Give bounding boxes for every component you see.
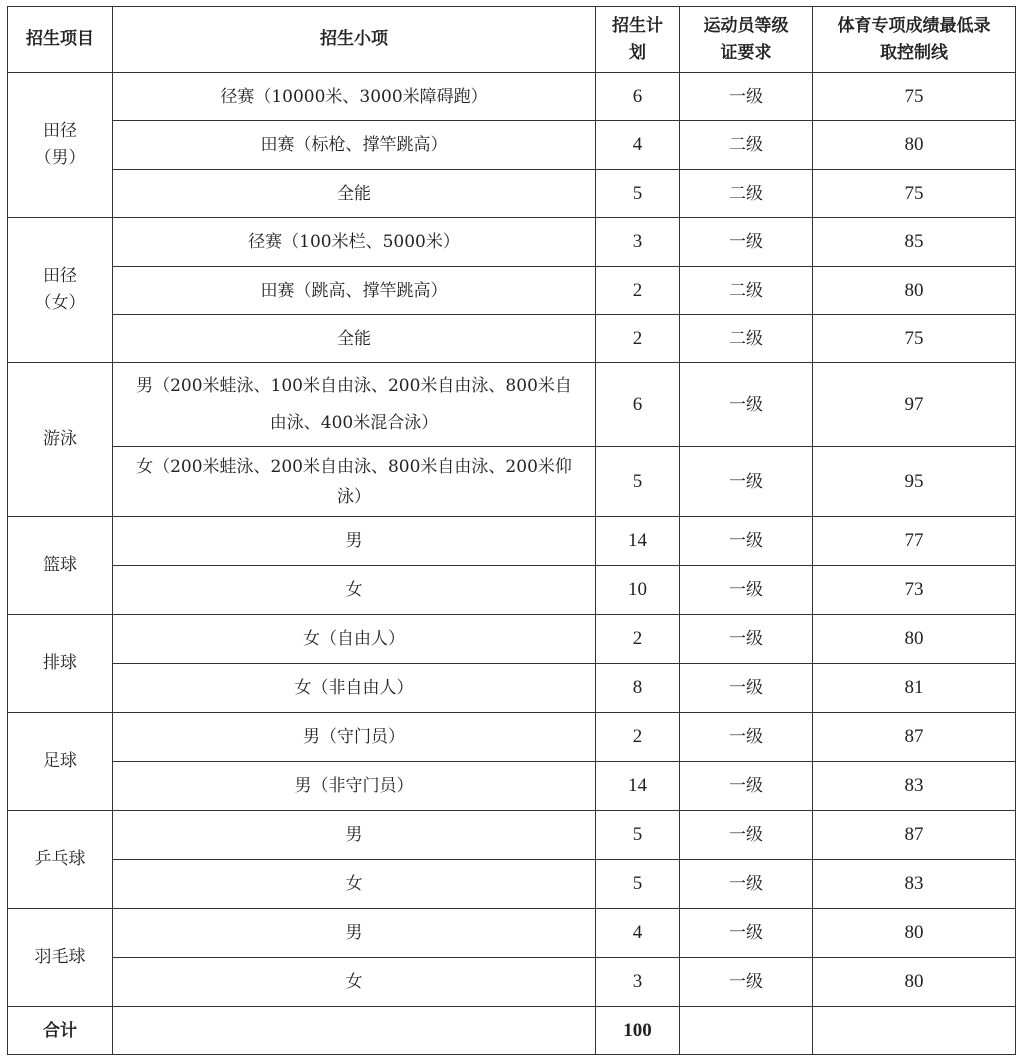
total-plan: 100 xyxy=(596,1007,680,1055)
plan-cell: 5 xyxy=(596,170,680,218)
score-cell: 85 xyxy=(813,218,1016,267)
level-cell: 二级 xyxy=(680,315,813,363)
total-row xyxy=(8,1007,1016,1055)
level-cell: 一级 xyxy=(680,811,813,860)
level-cell: 一级 xyxy=(680,762,813,811)
subitem-line2: 泳） xyxy=(337,486,371,507)
project-cell: 羽毛球 xyxy=(8,909,113,1007)
plan-cell: 14 xyxy=(596,517,680,566)
total-label: 合计 xyxy=(8,1007,113,1055)
level-cell: 二级 xyxy=(680,267,813,315)
project-cell: 篮球 xyxy=(8,517,113,615)
table-row xyxy=(8,713,1016,762)
header-plan-line2: 划 xyxy=(629,42,646,63)
subitem-cell: 径赛（10000米、3000米障碍跑） xyxy=(113,73,596,121)
table-row xyxy=(8,811,1016,860)
header-score-line1: 体育专项成绩最低录 xyxy=(837,15,991,36)
level-cell: 一级 xyxy=(680,713,813,762)
level-cell: 一级 xyxy=(680,566,813,615)
project-qualifier: （男） xyxy=(34,148,86,168)
plan-cell: 10 xyxy=(596,566,680,615)
plan-cell: 3 xyxy=(596,958,680,1007)
plan-cell: 14 xyxy=(596,762,680,811)
subitem-cell: 田赛（跳高、撑竿跳高） xyxy=(113,267,596,315)
project-cell xyxy=(8,218,113,363)
score-cell: 95 xyxy=(813,447,1016,517)
table-row xyxy=(8,170,1016,218)
table-row xyxy=(8,517,1016,566)
header-level xyxy=(680,7,813,73)
score-cell: 80 xyxy=(813,121,1016,170)
header-level-line2: 证要求 xyxy=(720,42,772,63)
score-cell: 81 xyxy=(813,664,1016,713)
table-row xyxy=(8,958,1016,1007)
subitem-cell xyxy=(113,363,596,447)
level-cell: 一级 xyxy=(680,73,813,121)
level-cell: 一级 xyxy=(680,447,813,517)
subitem-cell: 径赛（100米栏、5000米） xyxy=(113,218,596,267)
score-cell: 87 xyxy=(813,713,1016,762)
subitem-cell: 男 xyxy=(113,517,596,566)
total-subitem-empty xyxy=(113,1007,596,1055)
admissions-table xyxy=(7,6,1016,1055)
header-row xyxy=(8,7,1016,73)
plan-cell: 2 xyxy=(596,315,680,363)
project-name: 田径 xyxy=(43,266,77,286)
plan-cell: 5 xyxy=(596,860,680,909)
subitem-cell: 女（非自由人） xyxy=(113,664,596,713)
level-cell: 一级 xyxy=(680,860,813,909)
plan-cell: 5 xyxy=(596,447,680,517)
total-score-empty xyxy=(813,1007,1016,1055)
header-plan-line1: 招生计 xyxy=(612,15,663,36)
level-cell: 一级 xyxy=(680,664,813,713)
plan-cell: 2 xyxy=(596,713,680,762)
level-cell: 一级 xyxy=(680,363,813,447)
score-cell: 77 xyxy=(813,517,1016,566)
score-cell: 87 xyxy=(813,811,1016,860)
level-cell: 一级 xyxy=(680,218,813,267)
score-cell: 75 xyxy=(813,170,1016,218)
table-row xyxy=(8,762,1016,811)
plan-cell: 2 xyxy=(596,267,680,315)
level-cell: 一级 xyxy=(680,517,813,566)
score-cell: 80 xyxy=(813,267,1016,315)
plan-cell: 5 xyxy=(596,811,680,860)
header-project: 招生项目 xyxy=(8,7,113,73)
subitem-cell: 男（守门员） xyxy=(113,713,596,762)
header-plan xyxy=(596,7,680,73)
subitem-cell: 田赛（标枪、撑竿跳高） xyxy=(113,121,596,170)
header-score xyxy=(813,7,1016,73)
subitem-cell: 女 xyxy=(113,958,596,1007)
total-level-empty xyxy=(680,1007,813,1055)
table-row xyxy=(8,218,1016,267)
subitem-line2: 由泳、400米混合泳） xyxy=(269,412,439,433)
level-cell: 一级 xyxy=(680,958,813,1007)
subitem-cell: 女 xyxy=(113,566,596,615)
subitem-line1: 女（200米蛙泳、200米自由泳、800米自由泳、200米仰 xyxy=(136,456,572,477)
subitem-cell xyxy=(113,447,596,517)
project-cell: 游泳 xyxy=(8,363,113,517)
project-cell: 足球 xyxy=(8,713,113,811)
table-row xyxy=(8,73,1016,121)
subitem-cell: 男（非守门员） xyxy=(113,762,596,811)
plan-cell: 4 xyxy=(596,909,680,958)
plan-cell: 6 xyxy=(596,363,680,447)
subitem-line1: 男（200米蛙泳、100米自由泳、200米自由泳、800米自 xyxy=(136,375,572,396)
score-cell: 75 xyxy=(813,73,1016,121)
score-cell: 97 xyxy=(813,363,1016,447)
level-cell: 一级 xyxy=(680,615,813,664)
plan-cell: 2 xyxy=(596,615,680,664)
subitem-cell: 男 xyxy=(113,909,596,958)
table-row xyxy=(8,363,1016,447)
level-cell: 二级 xyxy=(680,170,813,218)
subitem-cell: 女（自由人） xyxy=(113,615,596,664)
subitem-cell: 女 xyxy=(113,860,596,909)
plan-cell: 8 xyxy=(596,664,680,713)
header-subitem: 招生小项 xyxy=(113,7,596,73)
plan-cell: 3 xyxy=(596,218,680,267)
table-row xyxy=(8,860,1016,909)
level-cell: 一级 xyxy=(680,909,813,958)
table-row xyxy=(8,566,1016,615)
score-cell: 75 xyxy=(813,315,1016,363)
score-cell: 83 xyxy=(813,860,1016,909)
plan-cell: 6 xyxy=(596,73,680,121)
score-cell: 80 xyxy=(813,909,1016,958)
score-cell: 83 xyxy=(813,762,1016,811)
plan-cell: 4 xyxy=(596,121,680,170)
table-row xyxy=(8,615,1016,664)
subitem-cell: 全能 xyxy=(113,170,596,218)
project-cell: 乒乓球 xyxy=(8,811,113,909)
project-cell: 排球 xyxy=(8,615,113,713)
table-row xyxy=(8,909,1016,958)
table-row xyxy=(8,121,1016,170)
table-row xyxy=(8,315,1016,363)
header-score-line2: 取控制线 xyxy=(880,42,948,63)
table-row xyxy=(8,664,1016,713)
project-qualifier: （女） xyxy=(34,293,86,313)
subitem-cell: 男 xyxy=(113,811,596,860)
project-cell xyxy=(8,73,113,218)
score-cell: 80 xyxy=(813,958,1016,1007)
header-level-line1: 运动员等级 xyxy=(703,15,789,36)
table-row xyxy=(8,447,1016,517)
subitem-cell: 全能 xyxy=(113,315,596,363)
project-name: 田径 xyxy=(43,121,77,141)
score-cell: 80 xyxy=(813,615,1016,664)
level-cell: 二级 xyxy=(680,121,813,170)
table-row xyxy=(8,267,1016,315)
score-cell: 73 xyxy=(813,566,1016,615)
